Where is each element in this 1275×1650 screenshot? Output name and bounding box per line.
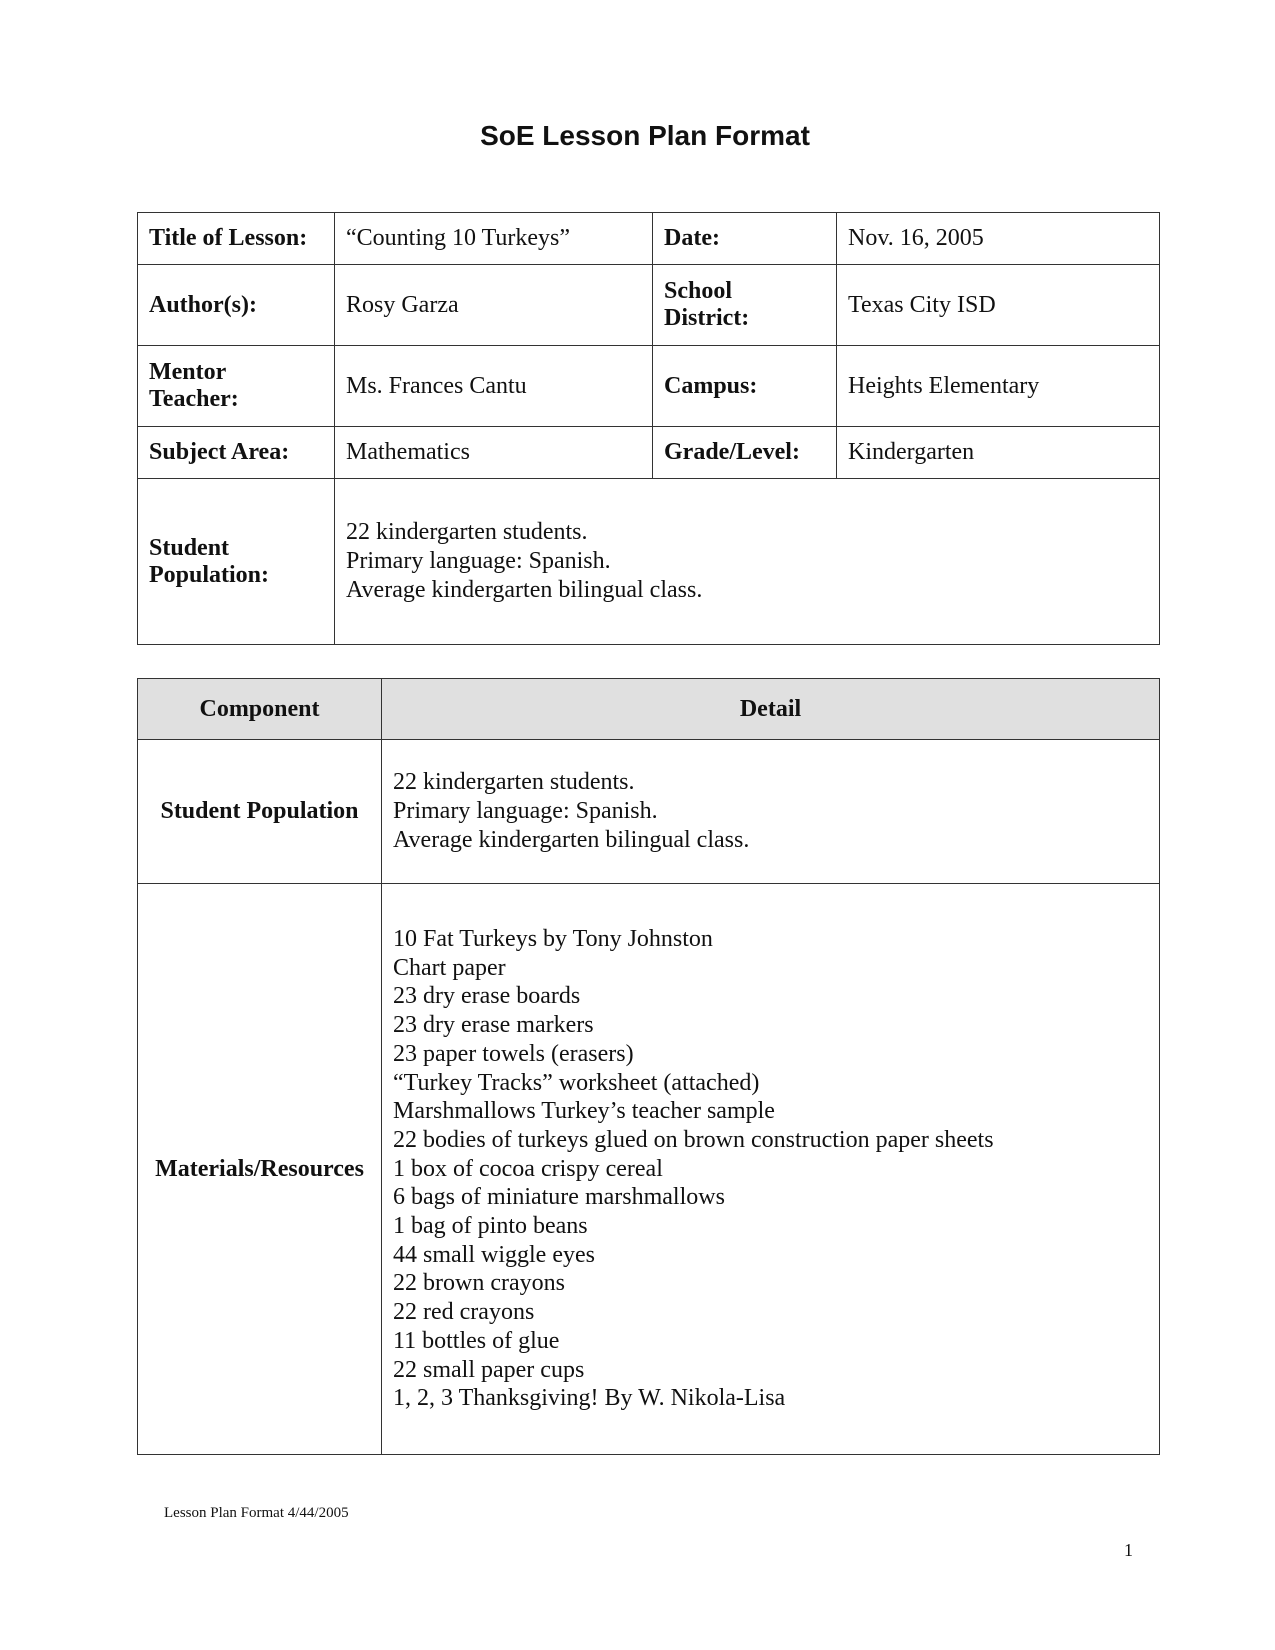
material-item: 23 dry erase boards — [393, 983, 581, 1010]
title-value: “Counting 10 Turkeys” — [335, 213, 653, 265]
student-population-detail — [382, 740, 1160, 884]
components-table — [137, 678, 1160, 1455]
subject-value: Mathematics — [335, 427, 653, 479]
mentor-label-line-2: Teacher: — [149, 386, 239, 412]
date-value: Nov. 16, 2005 — [837, 213, 1160, 265]
campus-label: Campus: — [653, 346, 837, 427]
table-row — [138, 479, 1160, 645]
district-label — [653, 265, 837, 346]
table-row — [138, 427, 1160, 479]
material-item: 11 bottles of glue — [393, 1327, 560, 1354]
population-line: 22 kindergarten students. — [346, 519, 588, 545]
column-header-detail: Detail — [382, 679, 1160, 740]
subject-label: Subject Area: — [138, 427, 335, 479]
population-line: Average kindergarten bilingual class. — [346, 577, 703, 603]
table-row — [138, 265, 1160, 346]
population-label-line-1: Student — [149, 534, 230, 561]
material-item: 1 box of cocoa crispy cereal — [393, 1155, 663, 1182]
author-value: Rosy Garza — [335, 265, 653, 346]
table-row — [138, 740, 1160, 884]
material-item: Chart paper — [393, 954, 506, 981]
population-line: Primary language: Spanish. — [393, 798, 658, 824]
material-item: 22 small paper cups — [393, 1356, 585, 1383]
population-line: 22 kindergarten students. — [393, 769, 635, 795]
materials-label: Materials/Resources — [138, 884, 382, 1455]
material-item: 22 bodies of turkeys glued on brown construction paper sheets — [393, 1126, 994, 1153]
material-item: “Turkey Tracks” worksheet (attached) — [393, 1069, 760, 1096]
material-item: 23 dry erase markers — [393, 1012, 594, 1039]
table-row — [138, 213, 1160, 265]
population-line: Primary language: Spanish. — [346, 548, 611, 574]
grade-value: Kindergarten — [837, 427, 1160, 479]
grade-label: Grade/Level: — [653, 427, 837, 479]
district-label-line-2: District: — [664, 305, 750, 331]
material-item: Marshmallows Turkey’s teacher sample — [393, 1098, 775, 1125]
population-value — [335, 479, 1160, 645]
population-line: Average kindergarten bilingual class. — [393, 827, 750, 853]
population-label-line-2: Population: — [149, 561, 270, 588]
material-item: 1, 2, 3 Thanksgiving! By W. Nikola-Lisa — [393, 1385, 786, 1412]
author-label: Author(s): — [138, 265, 335, 346]
title-label: Title of Lesson: — [138, 213, 335, 265]
material-item: 22 red crayons — [393, 1299, 535, 1326]
population-label — [138, 479, 335, 645]
table-row — [138, 884, 1160, 1455]
column-header-component: Component — [138, 679, 382, 740]
page-number: 1 — [1124, 1540, 1133, 1560]
material-item: 10 Fat Turkeys by Tony Johnston — [393, 926, 713, 953]
material-item: 6 bags of miniature marshmallows — [393, 1184, 725, 1211]
footer-note: Lesson Plan Format 4/44/2005 — [164, 1505, 349, 1521]
lesson-info-table — [137, 212, 1160, 645]
mentor-value: Ms. Frances Cantu — [335, 346, 653, 427]
mentor-label — [138, 346, 335, 427]
material-item: 23 paper towels (erasers) — [393, 1040, 634, 1067]
table-header-row — [138, 679, 1160, 740]
district-value: Texas City ISD — [837, 265, 1160, 346]
page-title: SoE Lesson Plan Format — [480, 120, 810, 151]
student-population-label: Student Population — [138, 740, 382, 884]
material-item: 1 bag of pinto beans — [393, 1213, 588, 1240]
date-label: Date: — [653, 213, 837, 265]
material-item: 44 small wiggle eyes — [393, 1241, 595, 1268]
district-label-line-1: School — [664, 278, 733, 304]
mentor-label-line-1: Mentor — [149, 359, 227, 385]
material-item: 22 brown crayons — [393, 1270, 565, 1297]
campus-value: Heights Elementary — [837, 346, 1160, 427]
table-row — [138, 346, 1160, 427]
materials-list — [382, 884, 1160, 1455]
